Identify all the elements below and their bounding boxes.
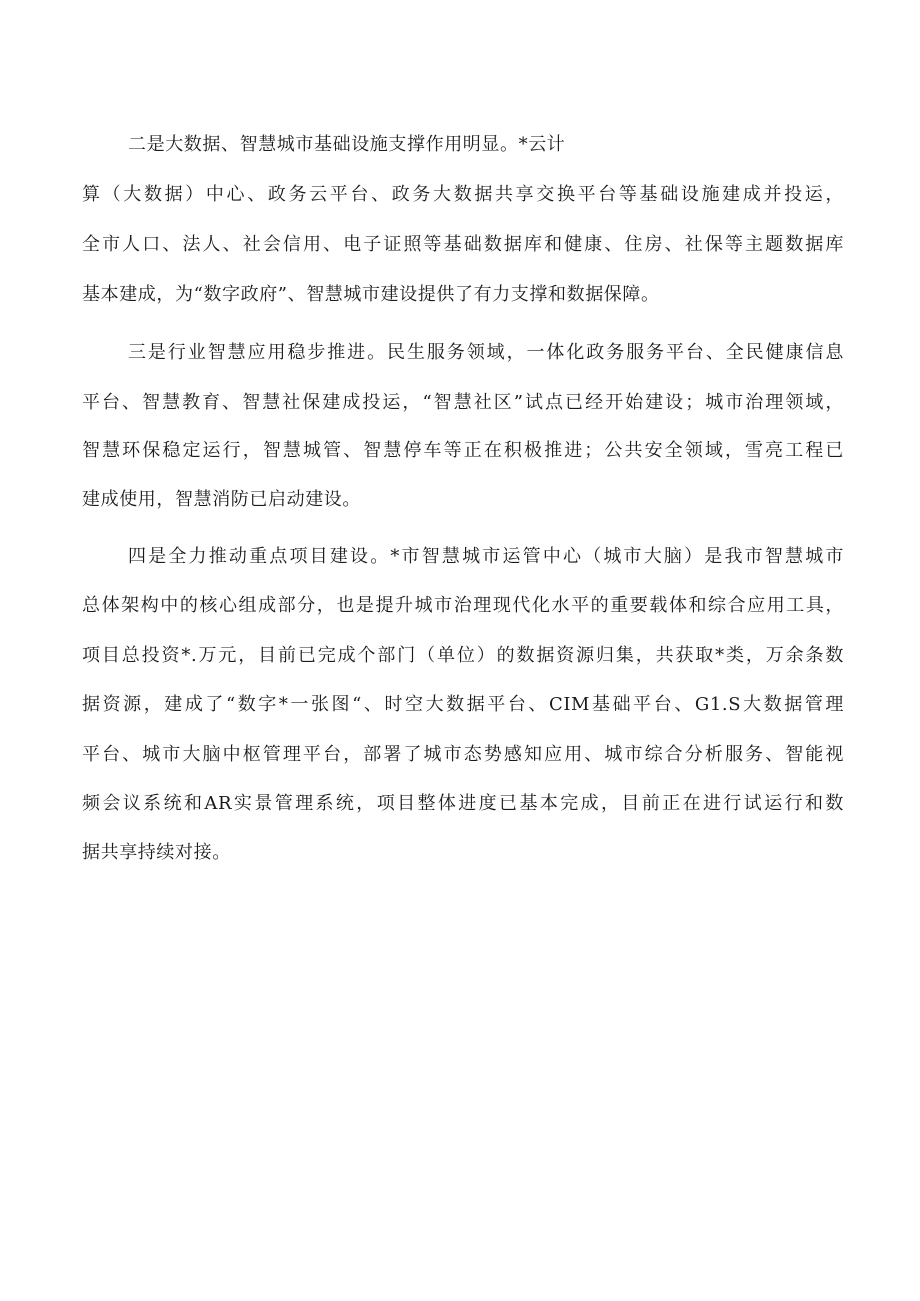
paragraph-line: 四是全力推动重点项目建设。*市智慧城市运管中心（城市大脑）是我市智慧城市 bbox=[128, 546, 844, 567]
paragraph-line: 智慧环保稳定运行，智慧城管、智慧停车等正在积极推进；公共安全领域，雪亮工程已 bbox=[82, 440, 844, 461]
paragraph-line: 平台、智慧教育、智慧社保建成投运，“智慧社区”试点已经开始建设；城市治理领域， bbox=[82, 392, 844, 413]
paragraph-line: 频会议系统和AR实景管理系统，项目整体进度已基本完成，目前正在进行试运行和数 bbox=[82, 793, 844, 814]
paragraph-line: 三是行业智慧应用稳步推进。民生服务领域，一体化政务服务平台、全民健康信息 bbox=[128, 342, 844, 363]
paragraph-line: 据资源，建成了“数字*一张图“、时空大数据平台、CIM基础平台、G1.S大数据管理 bbox=[82, 694, 844, 715]
paragraph-line: 二是大数据、智慧城市基础设施支撑作用明显。*云计 bbox=[128, 134, 566, 155]
paragraph-line: 平台、城市大脑中枢管理平台，部署了城市态势感知应用、城市综合分析服务、智能视 bbox=[82, 744, 844, 765]
paragraph-line: 基本建成，为“数字政府”、智慧城市建设提供了有力支撑和数据保障。 bbox=[82, 284, 660, 305]
paragraph-line: 建成使用，智慧消防已启动建设。 bbox=[82, 489, 361, 510]
paragraph-line: 项目总投资*.万元，目前已完成个部门（单位）的数据资源归集，共获取*类，万余条数 bbox=[82, 645, 844, 666]
paragraph-line: 据共享持续对接。 bbox=[82, 842, 231, 863]
paragraph-line: 总体架构中的核心组成部分，也是提升城市治理现代化水平的重要载体和综合应用工具， bbox=[82, 595, 844, 616]
paragraph-line: 算（大数据）中心、政务云平台、政务大数据共享交换平台等基础设施建成并投运， bbox=[82, 184, 844, 205]
paragraph-line: 全市人口、法人、社会信用、电子证照等基础数据库和健康、住房、社保等主题数据库 bbox=[82, 234, 844, 255]
